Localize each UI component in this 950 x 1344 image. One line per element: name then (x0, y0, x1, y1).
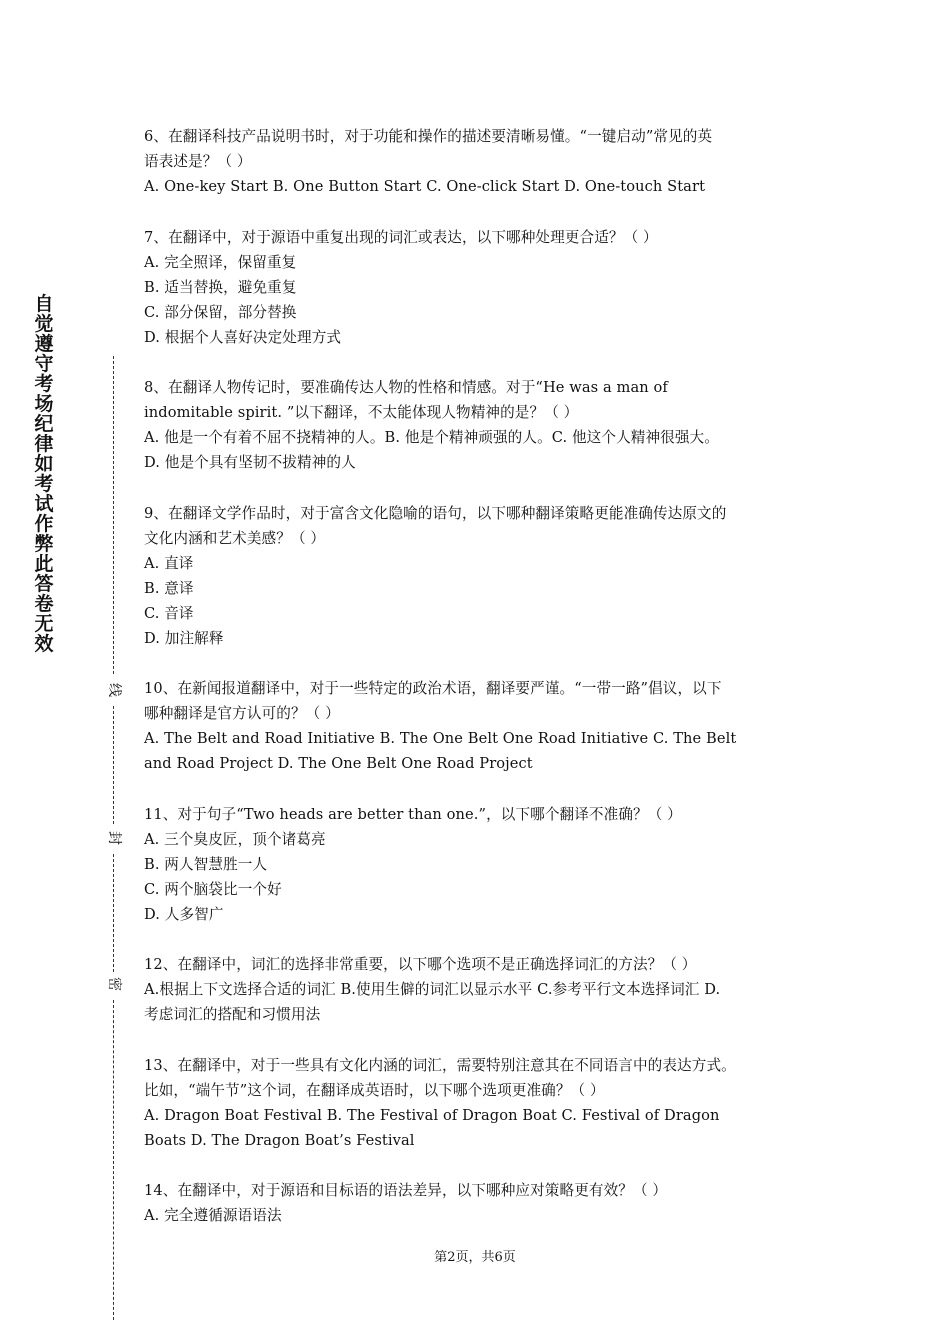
seal-char-seal: 封 (106, 831, 122, 845)
exam-discipline-warning: 自觉遵守考场纪律如考试作弊此答卷无效 (34, 293, 54, 655)
question-stem: 13、在翻译中，对于一些具有文化内涵的词汇，需要特别注意其在不同语言中的表达方式。 (144, 1056, 736, 1074)
question-line: D. 他是个具有坚韧不拔精神的人 (144, 454, 356, 471)
question-line: A.根据上下文选择合适的词汇 B.使用生僻的词汇以显示水平 C.参考平行文本选择词汇 D. (144, 981, 721, 998)
question-block (144, 952, 808, 1027)
question-line: D. 人多智广 (144, 905, 224, 923)
binding-dash-line (113, 706, 114, 824)
seal-char-line: 线 (106, 683, 122, 697)
question-stem: 9、在翻译文学作品时，对于富含文化隐喻的语句，以下哪种翻译策略更能准确传达原文的 (144, 504, 727, 522)
question-block (144, 676, 808, 776)
question-block (144, 802, 808, 927)
question-line: 哪种翻译是官方认可的？（ ） (144, 705, 340, 722)
binding-dash-line (113, 1000, 114, 1320)
question-line: A. 完全照译，保留重复 (144, 253, 297, 271)
question-stem: 14、在翻译中，对于源语和目标语的语法差异，以下哪种应对策略更有效？（ ） (144, 1182, 668, 1199)
question-list (144, 124, 808, 1254)
question-line: 比如，“端午节”这个词，在翻译成英语时，以下哪个选项更准确？（ ） (144, 1081, 605, 1099)
question-stem: 6、在翻译科技产品说明书时，对于功能和操作的描述要清晰易懂。“一键启动”常见的英 (144, 128, 713, 145)
question-line: B. 两人智慧胜一人 (144, 855, 268, 873)
question-line: C. 两个脑袋比一个好 (144, 880, 282, 898)
question-line: A. 完全遵循源语语法 (144, 1207, 282, 1224)
question-line: A. 三个臭皮匠，顶个诸葛亮 (144, 830, 326, 848)
question-stem: 8、在翻译人物传记时，要准确传达人物的性格和情感。对于“He was a man of (144, 379, 668, 396)
question-block (144, 225, 808, 350)
question-line: B. 意译 (144, 579, 194, 597)
question-stem: 7、在翻译中，对于源语中重复出现的词汇或表达，以下哪种处理更合适？（ ） (144, 228, 658, 246)
question-block (144, 375, 808, 475)
question-block (144, 1053, 808, 1153)
question-block (144, 501, 808, 651)
question-line: B. 适当替换，避免重复 (144, 278, 297, 296)
binding-dash-line (113, 854, 114, 972)
question-line: indomitable spirit. ”以下翻译，不太能体现人物精神的是？（ ） (144, 404, 579, 421)
question-line: 文化内涵和艺术美感？（ ） (144, 529, 326, 547)
question-line: A. 他是一个有着不屈不挠精神的人。B. 他是个精神顽强的人。C. 他这个人精神很强大。 (144, 429, 719, 446)
question-stem: 11、对于句子“Two heads are better than one.”，以下哪个翻译不准确？（ ） (144, 805, 682, 823)
question-line: C. 部分保留，部分替换 (144, 303, 297, 321)
question-line: A. Dragon Boat Festival B. The Festival of Dragon Boat C. Festival of Dragon (144, 1106, 720, 1124)
question-line: A. 直译 (144, 554, 194, 572)
question-line: D. 加注解释 (144, 629, 224, 647)
question-line: and Road Project D. The One Belt One Road Project (144, 755, 533, 772)
seal-char-secret: 密 (106, 977, 122, 991)
page-number: 第2页，共6页 (434, 1250, 516, 1265)
question-line: D. 根据个人喜好决定处理方式 (144, 328, 342, 346)
question-line: Boats D. The Dragon Boat’s Festival (144, 1131, 415, 1149)
binding-dash-line (113, 356, 114, 674)
question-line: A. One-key Start B. One Button Start C. One-click Start D. One-touch Start (144, 178, 706, 195)
question-block (144, 124, 808, 199)
question-block (144, 1178, 808, 1228)
question-line: C. 音译 (144, 604, 194, 622)
question-stem: 10、在新闻报道翻译中，对于一些特定的政治术语，翻译要严谨。“一带一路”倡议，以下 (144, 680, 722, 697)
question-line: 语表述是？（ ） (144, 153, 252, 170)
question-line: 考虑词汇的搭配和习惯用法 (144, 1006, 321, 1023)
question-stem: 12、在翻译中，词汇的选择非常重要，以下哪个选项不是正确选择词汇的方法？（ ） (144, 956, 697, 973)
question-line: A. The Belt and Road Initiative B. The One Belt One Road Initiative C. The Belt (144, 730, 737, 747)
